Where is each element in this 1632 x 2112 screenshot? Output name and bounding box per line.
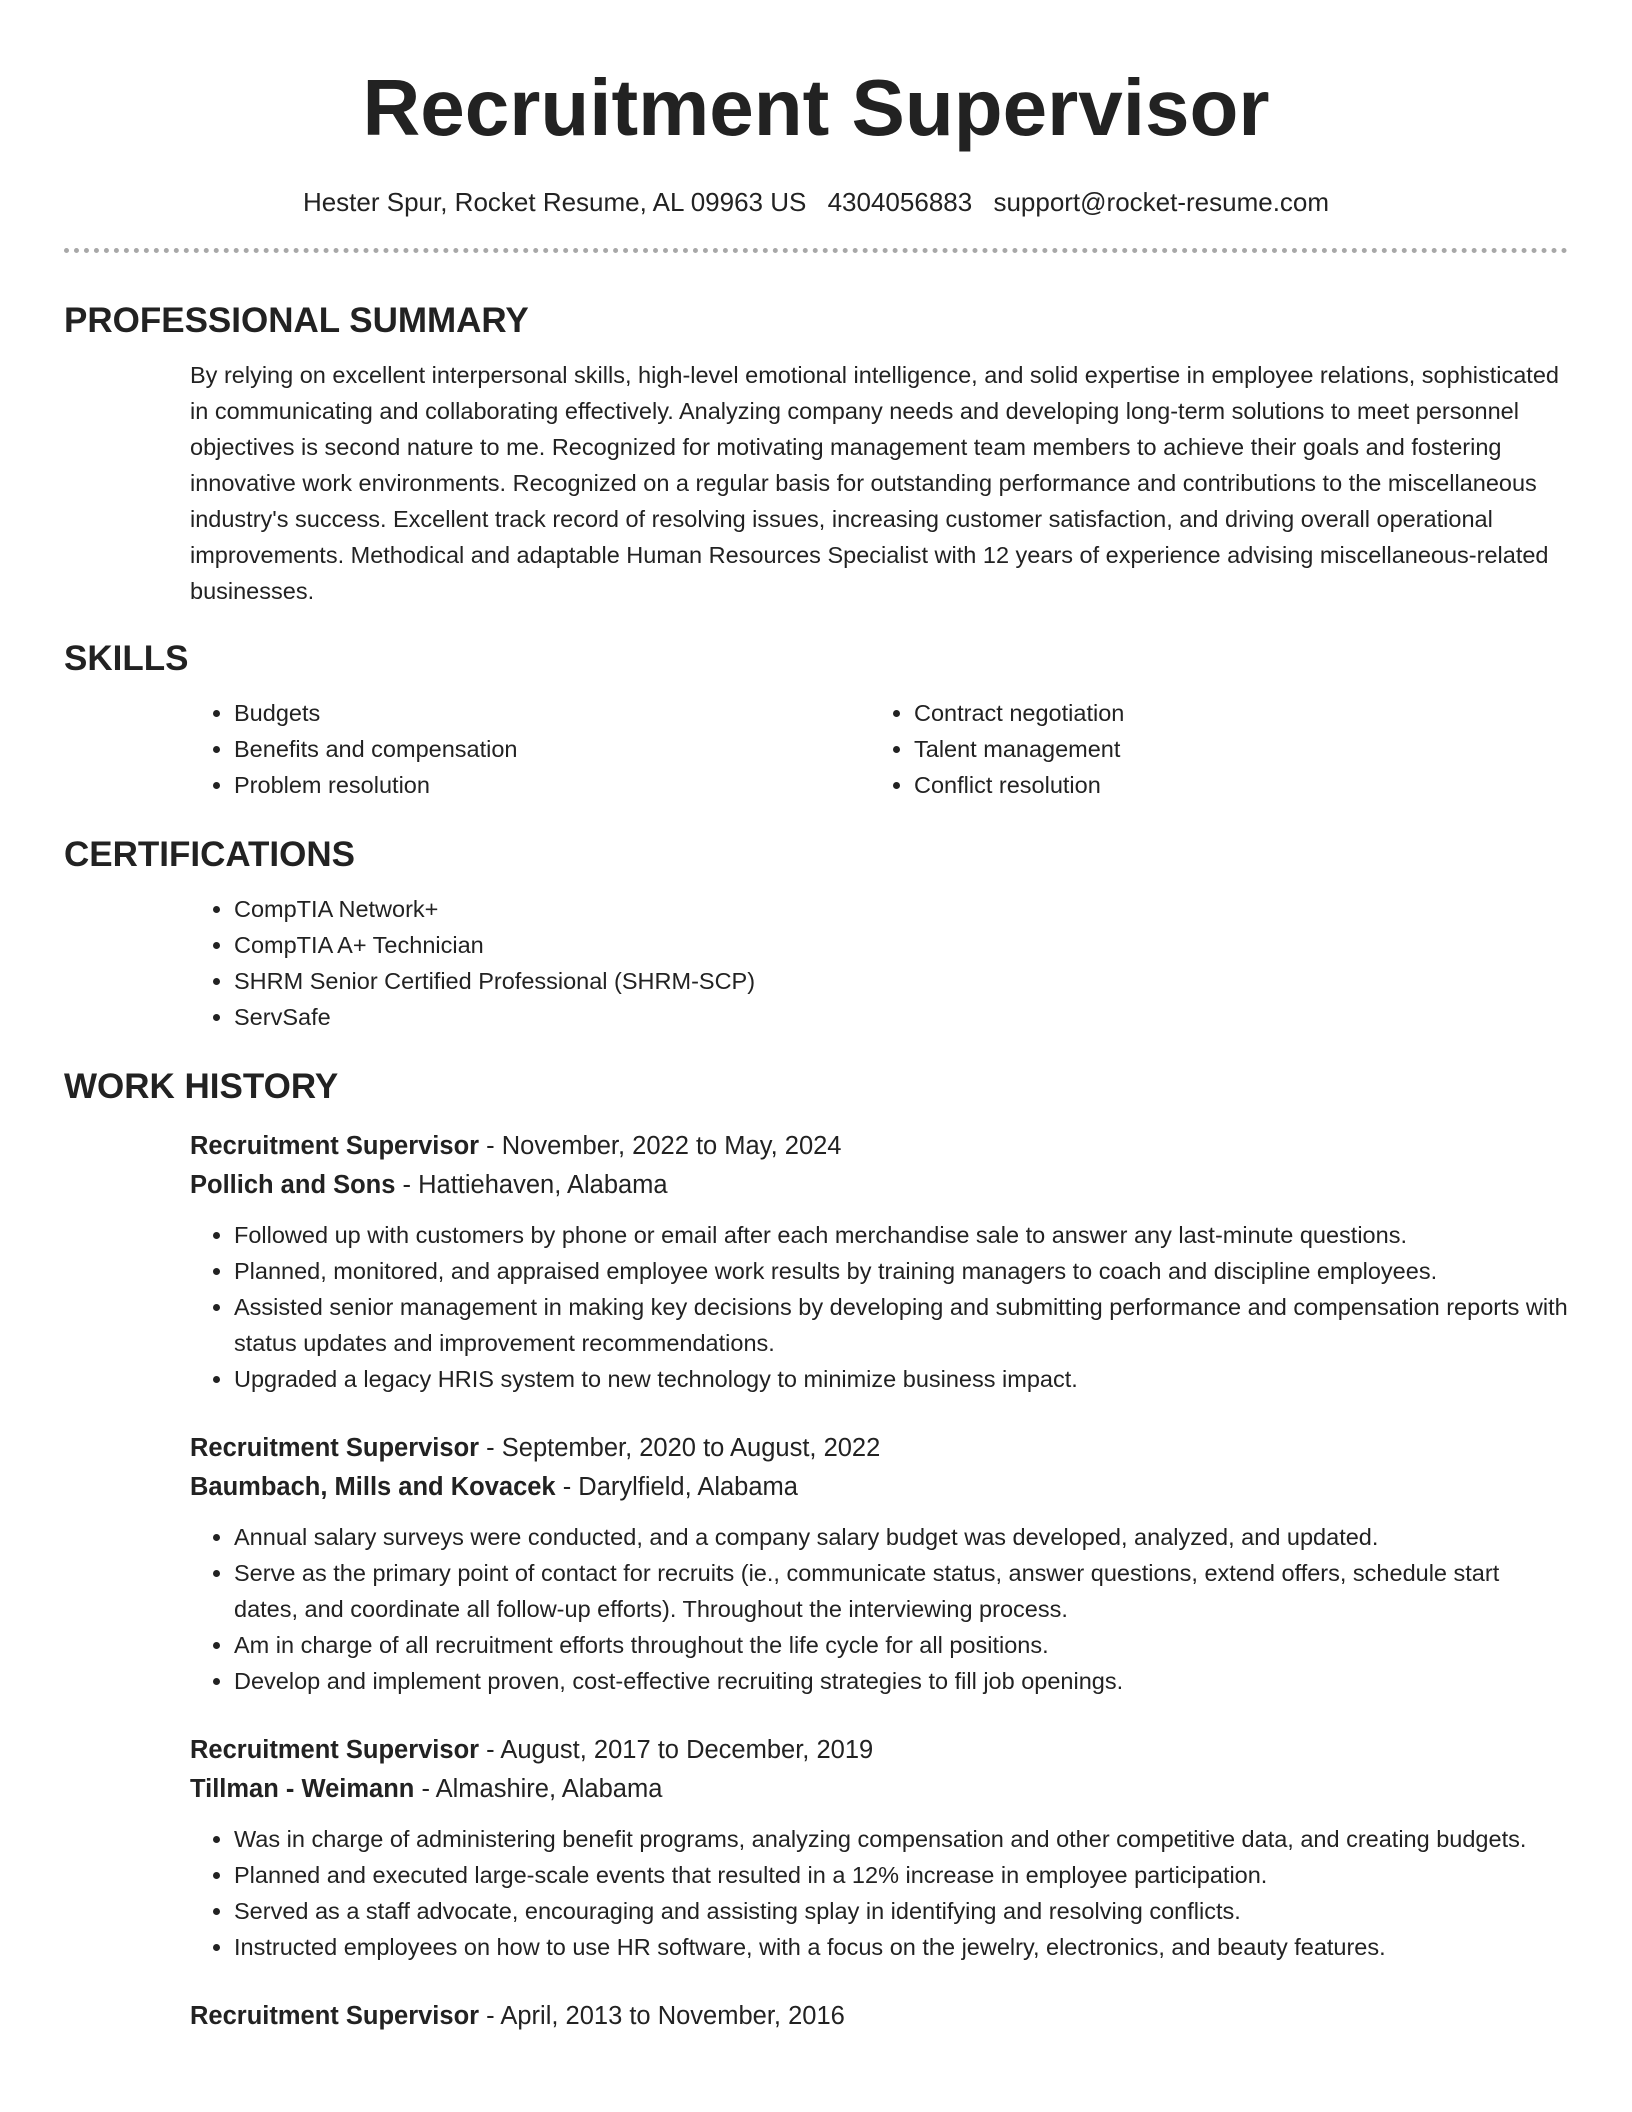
job-bullet: • Am in charge of all recruitment efforts throughout the life cycle for all positions. bbox=[234, 1627, 1568, 1663]
job-bullet: • Served as a staff advocate, encouraging and assisting splay in identifying and resolving conflicts. bbox=[234, 1893, 1568, 1929]
certification-item: • SHRM Senior Certified Professional (SHRM-SCP) bbox=[234, 963, 1568, 999]
company-location: - Hattiehaven, Alabama bbox=[395, 1171, 668, 1199]
job-bullet: • Assisted senior management in making key decisions by developing and submitting performance and compensation reports with status updates and improvement recommendations. bbox=[234, 1289, 1568, 1361]
header-divider bbox=[64, 248, 1568, 253]
address-text: Hester Spur, Rocket Resume, AL 09963 US bbox=[302, 187, 807, 217]
job-title: Recruitment Supervisor bbox=[190, 2002, 480, 2030]
resume-page bbox=[64, 0, 1568, 2035]
job-entry bbox=[190, 1429, 1568, 1699]
skills-list bbox=[190, 695, 1568, 803]
work-history-title: WORK HISTORY bbox=[64, 1067, 339, 1106]
summary-title: PROFESSIONAL SUMMARY bbox=[64, 301, 529, 340]
job-bullets bbox=[190, 1217, 1568, 1397]
email-link[interactable]: support@rocket-resume.com bbox=[993, 187, 1330, 217]
skill-item: • Budgets bbox=[234, 695, 870, 731]
certification-item: • CompTIA Network+ bbox=[234, 891, 1568, 927]
company-line bbox=[190, 1467, 1568, 1507]
company-name: Baumbach, Mills and Kovacek bbox=[190, 1473, 556, 1501]
job-bullet: • Planned, monitored, and appraised employee work results by training managers to coach and discipline employees. bbox=[234, 1253, 1568, 1289]
resume-name: Recruitment Supervisor bbox=[362, 63, 1270, 152]
skill-item: • Contract negotiation bbox=[914, 695, 1550, 731]
job-bullet: • Planned and executed large-scale events that resulted in a 12% increase in employee participation. bbox=[234, 1857, 1568, 1893]
company-location: - Darylfield, Alabama bbox=[555, 1473, 798, 1501]
job-bullet: • Develop and implement proven, cost-effective recruiting strategies to fill job openings. bbox=[234, 1663, 1568, 1699]
job-entry bbox=[190, 1997, 1568, 2035]
company-location: - Almashire, Alabama bbox=[414, 1775, 663, 1803]
company-line bbox=[190, 1769, 1568, 1809]
skills-column-left bbox=[190, 695, 870, 803]
job-bullets bbox=[190, 1519, 1568, 1699]
skill-item: • Conflict resolution bbox=[914, 767, 1550, 803]
certification-item: • CompTIA A+ Technician bbox=[234, 927, 1568, 963]
job-title-line bbox=[190, 1997, 1568, 2035]
certifications-title: CERTIFICATIONS bbox=[64, 835, 356, 874]
job-bullets bbox=[190, 1821, 1568, 1965]
summary-text: By relying on excellent interpersonal skills, high-level emotional intelligence, and solid expertise in employee relations, sophisticated in communicating and collaborating effectively. Analyzing company needs and developing long-term solutions to meet personnel objectives is second nature to me. Recognized for motivating management team members to achieve their goals and fostering innovative work environments. Recognized on a regular basis for outstanding performance and contributions to the miscellaneous industry's success. Excellent track record of resolving issues, increasing customer satisfaction, and driving overall operational improvements. Methodical and adaptable Human Resources Specialist with 12 years of experience advising miscellaneous-related businesses. bbox=[190, 362, 1559, 604]
job-dates: - September, 2020 to August, 2022 bbox=[479, 1434, 881, 1462]
job-entry bbox=[190, 1731, 1568, 1965]
job-title-line bbox=[190, 1127, 1568, 1165]
certifications-list bbox=[190, 891, 1568, 1035]
company-line bbox=[190, 1165, 1568, 1205]
job-bullet: • Instructed employees on how to use HR software, with a focus on the jewelry, electronics, and beauty features. bbox=[234, 1929, 1568, 1965]
skills-title: SKILLS bbox=[64, 639, 189, 678]
job-bullet: • Upgraded a legacy HRIS system to new technology to minimize business impact. bbox=[234, 1361, 1568, 1397]
job-dates: - April, 2013 to November, 2016 bbox=[479, 2002, 845, 2030]
job-bullet: • Followed up with customers by phone or email after each merchandise sale to answer any last-minute questions. bbox=[234, 1217, 1568, 1253]
skill-item: • Benefits and compensation bbox=[234, 731, 870, 767]
skill-item: • Problem resolution bbox=[234, 767, 870, 803]
job-title: Recruitment Supervisor bbox=[190, 1132, 480, 1160]
job-bullet: • Serve as the primary point of contact for recruits (ie., communicate status, answer questions, extend offers, schedule start dates, and coordinate all follow-up efforts). Throughout the interviewing process. bbox=[234, 1555, 1568, 1627]
job-title-line bbox=[190, 1731, 1568, 1769]
job-bullet: • Annual salary surveys were conducted, and a company salary budget was developed, analyzed, and updated. bbox=[234, 1519, 1568, 1555]
skill-item: • Talent management bbox=[914, 731, 1550, 767]
phone-text: 4304056883 bbox=[827, 187, 973, 217]
skills-column-right bbox=[870, 695, 1550, 803]
job-entry bbox=[190, 1127, 1568, 1397]
job-dates: - November, 2022 to May, 2024 bbox=[479, 1132, 842, 1160]
company-name: Tillman - Weimann bbox=[190, 1775, 415, 1803]
job-dates: - August, 2017 to December, 2019 bbox=[479, 1736, 874, 1764]
job-title: Recruitment Supervisor bbox=[190, 1434, 480, 1462]
certification-item: • ServSafe bbox=[234, 999, 1568, 1035]
job-title-line bbox=[190, 1429, 1568, 1467]
company-name: Pollich and Sons bbox=[190, 1171, 396, 1199]
contact-line bbox=[64, 186, 1568, 218]
job-bullet: • Was in charge of administering benefit programs, analyzing compensation and other competitive data, and creating budgets. bbox=[234, 1821, 1568, 1857]
job-title: Recruitment Supervisor bbox=[190, 1736, 480, 1764]
